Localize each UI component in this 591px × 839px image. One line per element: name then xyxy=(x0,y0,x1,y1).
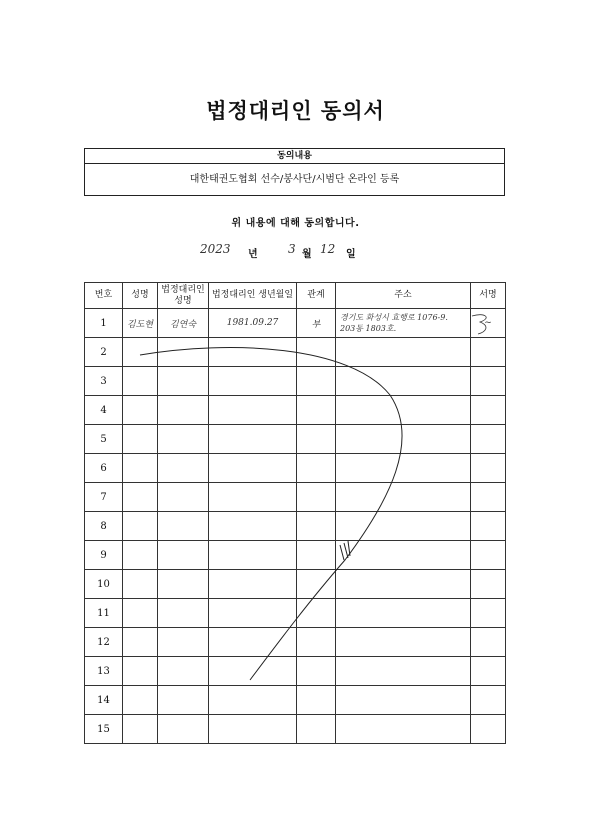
row-number: 4 xyxy=(85,396,123,425)
header-name: 성명 xyxy=(123,283,158,309)
consent-header: 동의내용 xyxy=(85,149,504,164)
table-row xyxy=(85,309,506,338)
date-year-unit: 년 xyxy=(248,249,258,260)
consent-box xyxy=(84,148,505,196)
row-number: 5 xyxy=(85,425,123,454)
row-number: 10 xyxy=(85,570,123,599)
roster-table xyxy=(84,282,506,744)
date-line xyxy=(196,243,376,263)
table-row xyxy=(85,338,506,367)
row-number: 12 xyxy=(85,628,123,657)
table-row xyxy=(85,686,506,715)
table-row xyxy=(85,599,506,628)
table-row xyxy=(85,715,506,744)
row-number: 7 xyxy=(85,483,123,512)
row-number: 2 xyxy=(85,338,123,367)
row-signature: ~ xyxy=(471,309,506,338)
row-number: 11 xyxy=(85,599,123,628)
row-number: 1 xyxy=(85,309,123,338)
table-row xyxy=(85,483,506,512)
row-address-line1: 경기도 화성시 효행로 1076-9. xyxy=(340,313,448,322)
consent-content: 대한태권도협회 선수/봉사단/시범단 온라인 등록 xyxy=(189,174,400,185)
row-number: 3 xyxy=(85,367,123,396)
table-row xyxy=(85,454,506,483)
date-year: 2023 xyxy=(200,242,231,256)
row-number: 13 xyxy=(85,657,123,686)
header-guardian-name: 법정대리인 성명 xyxy=(158,283,209,309)
row-address-line2: 203동 1803호. xyxy=(340,324,397,333)
date-month-unit: 월 xyxy=(302,249,312,260)
document-title: 법정대리인 동의서 xyxy=(206,99,385,123)
date-day-unit: 일 xyxy=(346,249,356,260)
row-relation: 부 xyxy=(297,309,336,338)
row-number: 14 xyxy=(85,686,123,715)
table-row xyxy=(85,425,506,454)
header-number: 번호 xyxy=(85,283,123,309)
row-number: 6 xyxy=(85,454,123,483)
date-day: 12 xyxy=(320,242,336,256)
table-row xyxy=(85,657,506,686)
row-address xyxy=(336,309,471,338)
table-row xyxy=(85,367,506,396)
header-relation: 관계 xyxy=(297,283,336,309)
row-number: 8 xyxy=(85,512,123,541)
table-header-row xyxy=(85,283,506,309)
row-name: 김도현 xyxy=(123,309,158,338)
table-row xyxy=(85,396,506,425)
header-signature: 서명 xyxy=(471,283,506,309)
row-guardian-birth: 1981.09.27 xyxy=(209,309,297,338)
agree-statement: 위 내용에 대해 동의합니다. xyxy=(231,218,360,229)
date-month: 3 xyxy=(288,242,296,256)
header-address: 주소 xyxy=(336,283,471,309)
row-number: 15 xyxy=(85,715,123,744)
row-guardian-name: 김연숙 xyxy=(158,309,209,338)
table-row xyxy=(85,628,506,657)
header-guardian-birth: 법정대리인 생년월일 xyxy=(209,283,297,309)
table-row xyxy=(85,512,506,541)
row-number: 9 xyxy=(85,541,123,570)
table-row xyxy=(85,541,506,570)
table-row xyxy=(85,570,506,599)
